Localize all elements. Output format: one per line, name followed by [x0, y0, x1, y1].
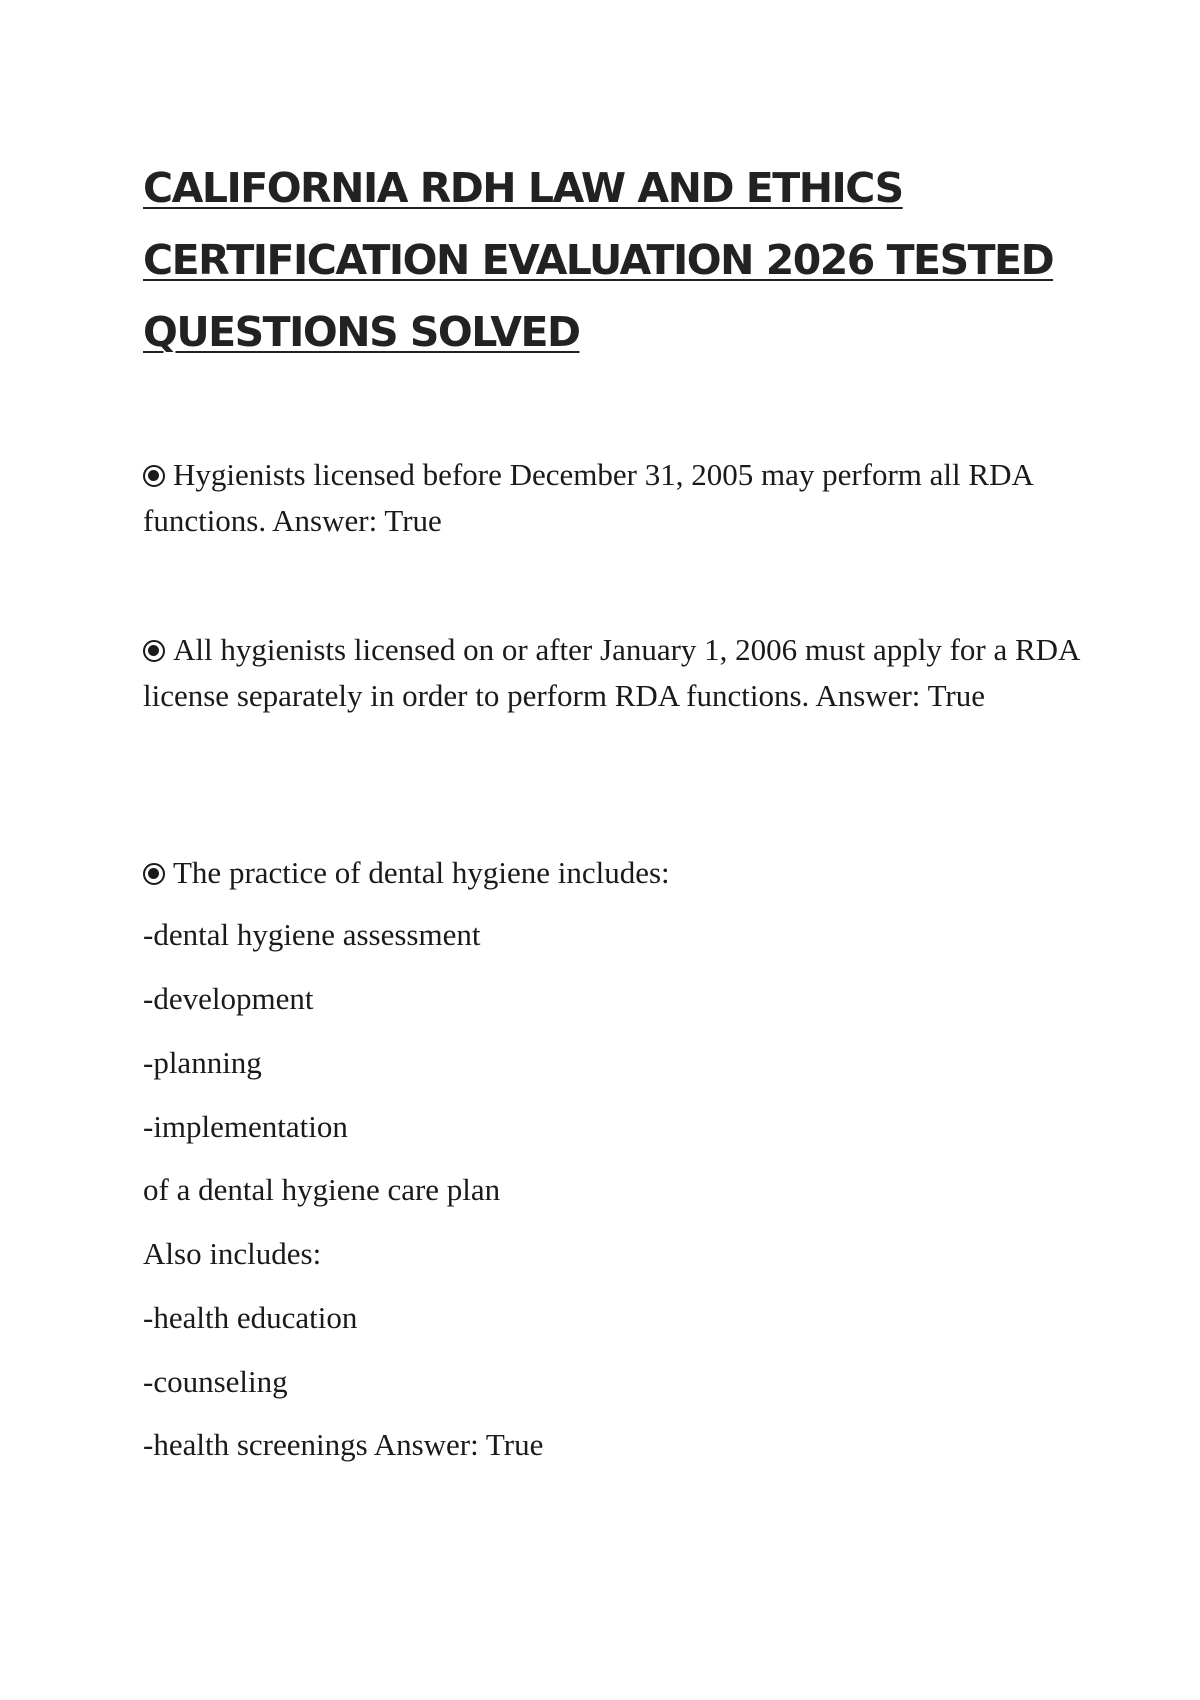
question-item — [143, 850, 1083, 896]
list-line: -planning — [143, 1045, 262, 1080]
list-line: -health education — [143, 1300, 358, 1335]
list-line: -counseling — [143, 1364, 288, 1399]
question-item — [143, 627, 1083, 719]
question-item — [143, 452, 1083, 544]
list-line: -development — [143, 981, 314, 1016]
document-title — [143, 152, 1083, 368]
question-text: All hygienists licensed on or after January 1, 2006 must apply for a RDA license separately in order to perform RDA functions. Answer: True — [143, 632, 1079, 713]
radio-bullet-icon — [143, 640, 165, 662]
list-line: -implementation — [143, 1109, 348, 1144]
list-line: -dental hygiene assessment — [143, 917, 481, 952]
question-text: Hygienists licensed before December 31, 2005 may perform all RDA functions. Answer: True — [143, 457, 1033, 538]
list-line: Also includes: — [143, 1236, 322, 1271]
list-line: -health screenings Answer: True — [143, 1427, 544, 1462]
radio-bullet-icon — [143, 465, 165, 487]
document-title-text: CALIFORNIA RDH LAW AND ETHICS CERTIFICATION EVALUATION 2026 TESTED QUESTIONS SOLVED — [143, 164, 1054, 356]
question-text: The practice of dental hygiene includes: — [173, 855, 670, 890]
list-line: of a dental hygiene care plan — [143, 1172, 501, 1207]
radio-bullet-icon — [143, 863, 165, 885]
